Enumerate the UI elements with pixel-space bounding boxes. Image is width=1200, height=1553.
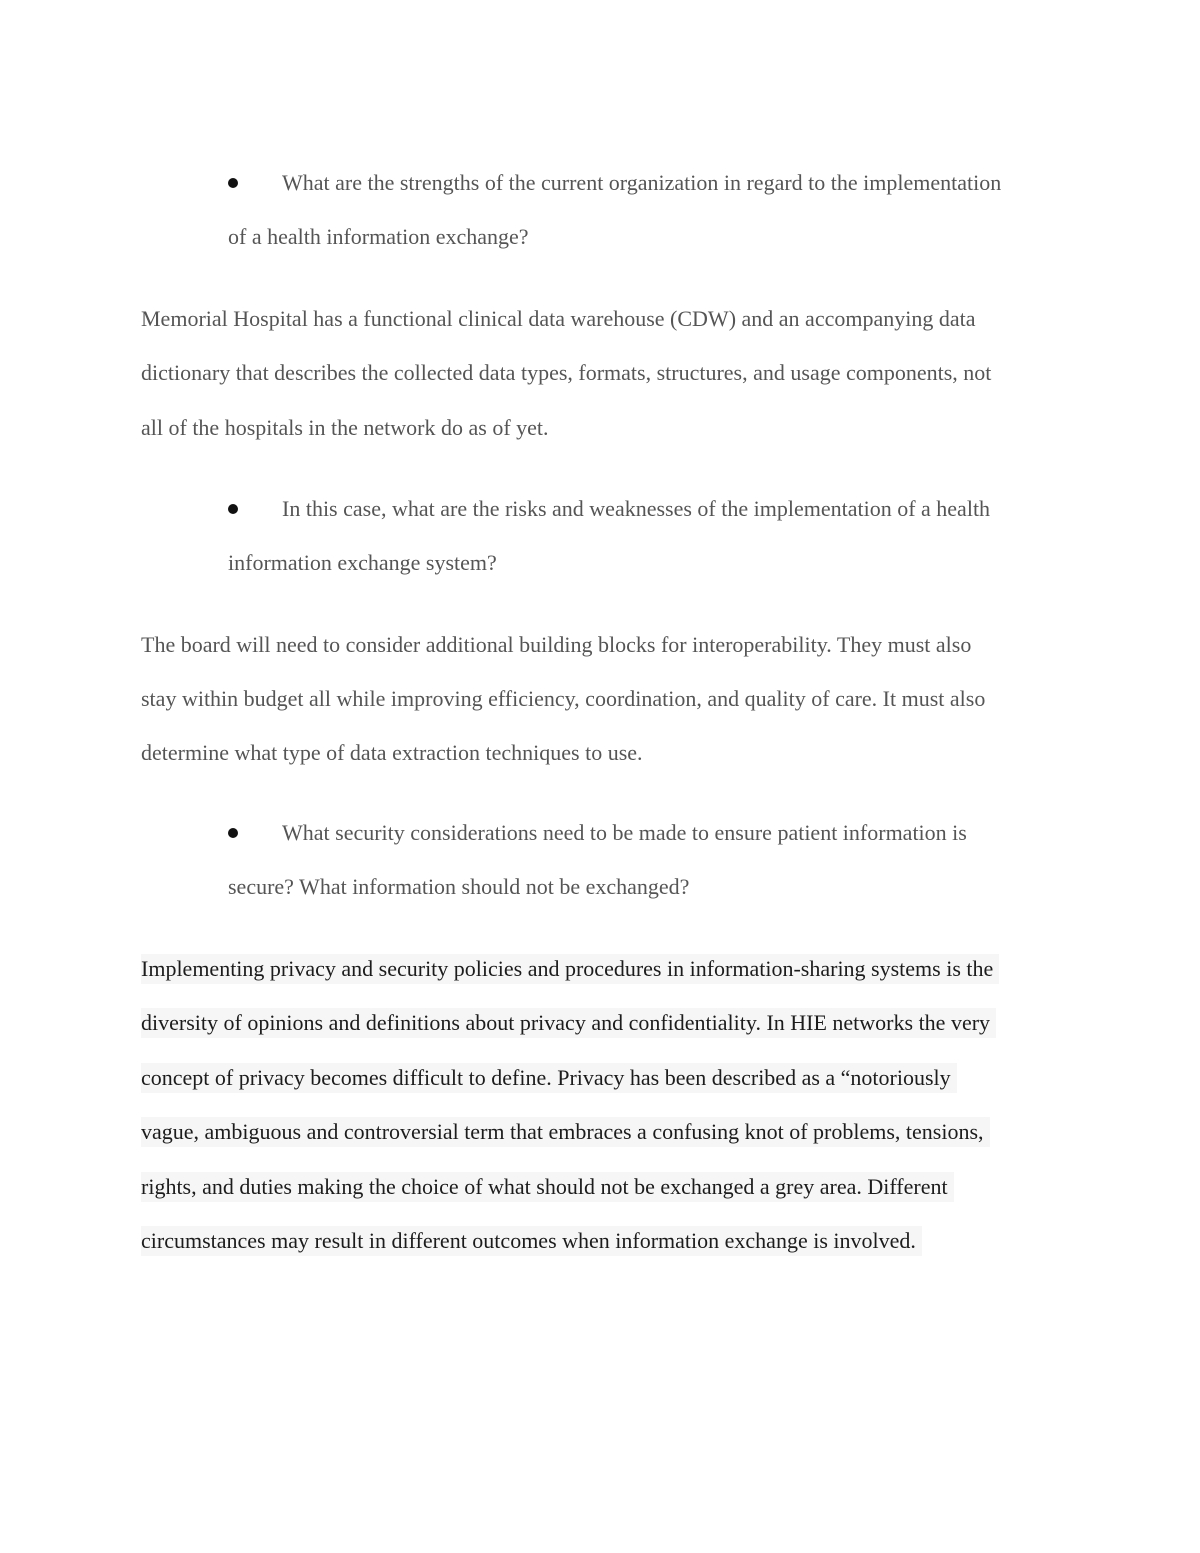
paragraph-line: vague, ambiguous and controversial term that embraces a confusing knot of problems, tensions, [141, 1117, 990, 1147]
bullet-icon [228, 178, 238, 188]
paragraph-line: all of the hospitals in the network do as of yet. [141, 415, 549, 440]
paragraph-line: rights, and duties making the choice of what should not be exchanged a grey area. Different [141, 1172, 954, 1202]
paragraph-line: circumstances may result in different outcomes when information exchange is involved. [141, 1226, 922, 1256]
paragraph-line: Implementing privacy and security policies and procedures in information-sharing systems is the [141, 954, 999, 984]
bullet-text-line-2: secure? What information should not be exchanged? [228, 874, 690, 899]
paragraph-line: The board will need to consider additional building blocks for interoperability. They must also [141, 632, 972, 657]
bullet-text-line-2: information exchange system? [228, 550, 497, 575]
bullet-icon [228, 828, 238, 838]
paragraph-line: determine what type of data extraction techniques to use. [141, 740, 643, 765]
paragraph-line: dictionary that describes the collected data types, formats, structures, and usage components, not [141, 360, 992, 385]
paragraph-line: Memorial Hospital has a functional clinical data warehouse (CDW) and an accompanying data [141, 306, 976, 331]
bullet-text-line-1: What security considerations need to be made to ensure patient information is [282, 820, 967, 845]
bullet-text-line-1: In this case, what are the risks and weaknesses of the implementation of a health [282, 496, 991, 521]
paragraph-line: concept of privacy becomes difficult to define. Privacy has been described as a “notoriously [141, 1063, 957, 1093]
paragraph-line: diversity of opinions and definitions about privacy and confidentiality. In HIE networks the very [141, 1008, 996, 1038]
bullet-text-line-1: What are the strengths of the current organization in regard to the implementation [282, 170, 1002, 195]
bullet-text-line-2: of a health information exchange? [228, 224, 529, 249]
bullet-icon [228, 504, 238, 514]
paragraph-line: stay within budget all while improving efficiency, coordination, and quality of care. It must also [141, 686, 986, 711]
